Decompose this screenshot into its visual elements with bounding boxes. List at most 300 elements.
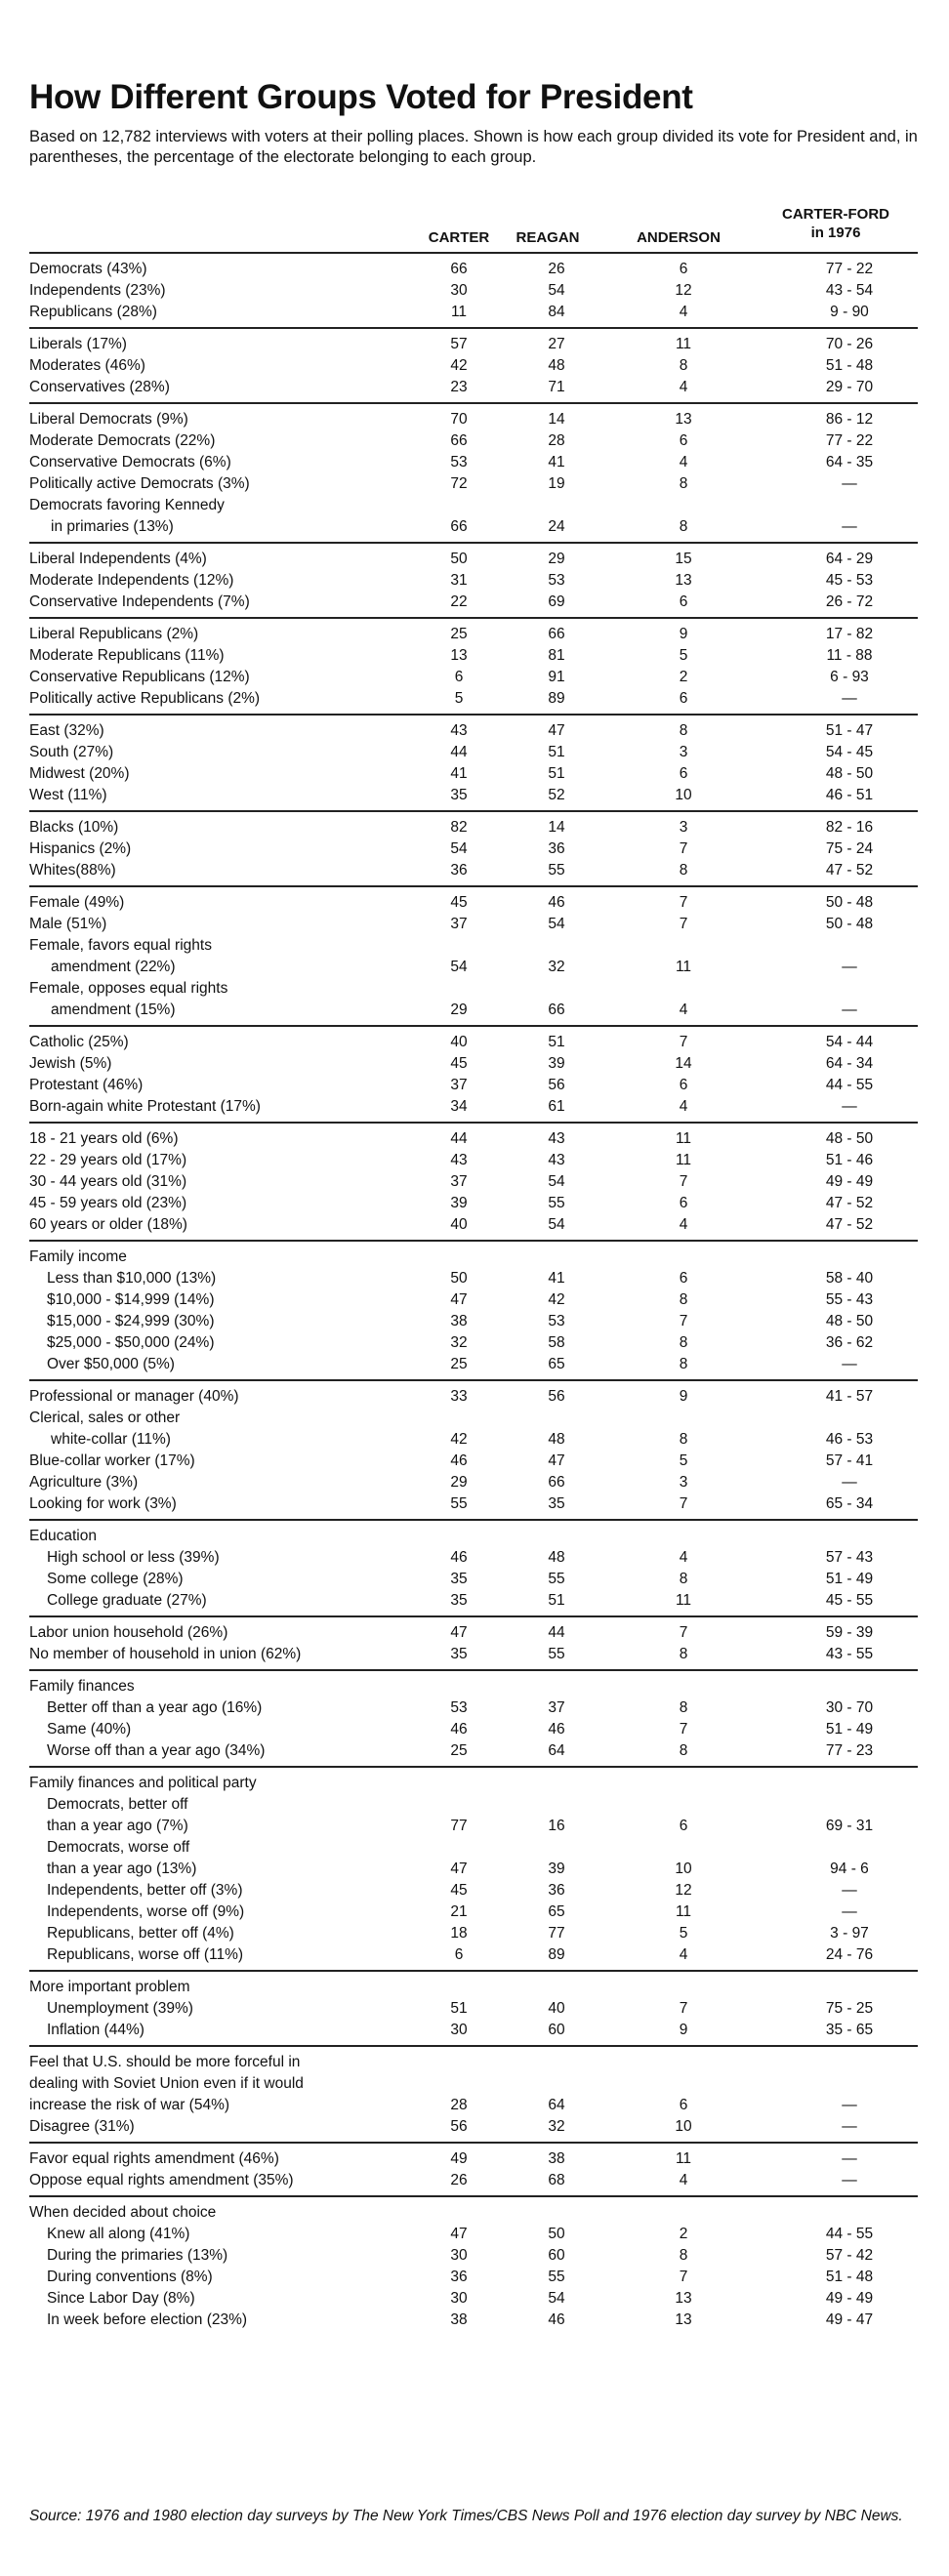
cell-reagan: 24 <box>548 518 565 535</box>
row-label-line: Favor equal rights amendment (46%) <box>29 2150 279 2167</box>
row-label <box>29 1354 420 1375</box>
table-row <box>29 1214 918 1236</box>
row-label <box>29 495 420 538</box>
cell-carter: 42 <box>450 357 468 374</box>
cell-reagan: 39 <box>548 1055 565 1072</box>
table-row <box>29 624 918 645</box>
table-row <box>29 1193 918 1214</box>
cell-carter: 25 <box>450 626 468 642</box>
row-label-line: Unemployment (39%) <box>47 2000 193 2017</box>
cell-carter: 30 <box>450 2247 468 2264</box>
cell-carter: 28 <box>450 2097 468 2113</box>
cell-reagan: 54 <box>548 1173 565 1190</box>
cell-reagan: 66 <box>548 626 565 642</box>
row-label <box>29 430 420 452</box>
cell-carter: 47 <box>450 1860 468 1877</box>
cell-reagan: 19 <box>548 475 565 492</box>
cell-anderson: 5 <box>679 1452 688 1469</box>
cell-carter-ford-1976: — <box>842 959 857 975</box>
cell-reagan: 60 <box>548 2022 565 2038</box>
cell-anderson: 7 <box>679 1624 688 1641</box>
cell-anderson: 7 <box>679 916 688 932</box>
row-label <box>29 2020 420 2041</box>
group-header: Family income <box>29 1248 127 1265</box>
cell-carter-ford-1976: 48 - 50 <box>825 765 874 782</box>
row-label-line: Male (51%) <box>29 916 107 932</box>
table-row <box>29 763 918 785</box>
cell-carter: 21 <box>450 1903 468 1920</box>
cell-carter: 77 <box>450 1818 468 1834</box>
table-row <box>29 302 918 323</box>
table-row <box>29 1075 918 1096</box>
row-label-line: During conventions (8%) <box>47 2269 213 2285</box>
cell-reagan: 60 <box>548 2247 565 2264</box>
cell-anderson: 11 <box>675 2150 692 2167</box>
cell-carter: 5 <box>454 690 464 707</box>
table-row <box>29 1493 918 1515</box>
table-row <box>29 688 918 710</box>
row-label-line: $10,000 - $14,999 (14%) <box>47 1291 215 1308</box>
row-label-line: East (32%) <box>29 722 104 739</box>
cell-anderson: 2 <box>679 669 688 685</box>
cell-carter-ford-1976: 41 - 57 <box>825 1388 874 1405</box>
row-label <box>29 2052 420 2116</box>
table-group <box>29 1122 918 1240</box>
cell-anderson: 6 <box>679 1270 688 1287</box>
table-row <box>29 495 918 538</box>
table-group <box>29 2195 918 2335</box>
row-label-line: Worse off than a year ago (34%) <box>47 1742 266 1759</box>
cell-carter-ford-1976: 51 - 49 <box>825 1721 874 1738</box>
cell-carter: 47 <box>450 2226 468 2242</box>
row-label-line: Same (40%) <box>47 1721 132 1738</box>
row-label-line: Independents, better off (3%) <box>47 1882 243 1899</box>
cell-reagan: 51 <box>548 765 565 782</box>
table-row <box>29 2288 918 2310</box>
cell-carter: 30 <box>450 282 468 299</box>
cell-reagan: 65 <box>548 1903 565 1920</box>
cell-anderson: 4 <box>679 1946 688 1963</box>
cell-anderson: 12 <box>675 1882 692 1899</box>
table-row <box>29 280 918 302</box>
cell-carter-ford-1976: 86 - 12 <box>825 411 874 428</box>
table-group <box>29 2142 918 2195</box>
row-label <box>29 935 420 978</box>
cell-carter-ford-1976: 44 - 55 <box>825 2226 874 2242</box>
row-label-line: Liberal Republicans (2%) <box>29 626 199 642</box>
cell-anderson: 8 <box>679 722 688 739</box>
cell-reagan: 32 <box>548 2118 565 2135</box>
table-row <box>29 785 918 806</box>
table-row <box>29 1451 918 1472</box>
table-row <box>29 720 918 742</box>
cell-carter: 82 <box>450 819 468 836</box>
cell-carter: 45 <box>450 1055 468 1072</box>
table-group <box>29 542 918 617</box>
row-label-line: Protestant (46%) <box>29 1077 144 1093</box>
cell-reagan: 39 <box>548 1860 565 1877</box>
table-row <box>29 1128 918 1150</box>
row-label-line: Agriculture (3%) <box>29 1474 139 1491</box>
cell-anderson: 13 <box>675 2311 692 2328</box>
cell-carter: 40 <box>450 1034 468 1050</box>
cell-carter-ford-1976: 64 - 29 <box>825 551 874 567</box>
row-label <box>29 2116 420 2138</box>
cell-anderson: 12 <box>675 282 692 299</box>
row-label <box>29 1697 420 1719</box>
cell-anderson: 10 <box>675 1860 692 1877</box>
table-row <box>29 452 918 473</box>
cell-carter: 35 <box>450 1646 468 1662</box>
row-label-line: No member of household in union (62%) <box>29 1646 302 1662</box>
cell-anderson: 13 <box>675 2290 692 2307</box>
cell-reagan: 16 <box>548 1818 565 1834</box>
cell-reagan: 71 <box>548 379 565 395</box>
row-label-line: Oppose equal rights amendment (35%) <box>29 2172 294 2188</box>
cell-carter: 45 <box>450 894 468 911</box>
group-header: Education <box>29 1528 97 1544</box>
table-row <box>29 1880 918 1901</box>
cell-carter-ford-1976: 45 - 53 <box>825 572 874 589</box>
cell-anderson: 4 <box>679 1098 688 1115</box>
cell-reagan: 89 <box>548 690 565 707</box>
cell-reagan: 41 <box>548 1270 565 1287</box>
cell-anderson: 13 <box>675 572 692 589</box>
cell-reagan: 65 <box>548 1356 565 1372</box>
cell-anderson: 8 <box>679 862 688 879</box>
row-label-line: Clerical, sales or other <box>29 1410 181 1426</box>
cell-carter-ford-1976: 48 - 50 <box>825 1130 874 1147</box>
cell-carter-ford-1976: 43 - 54 <box>825 282 874 299</box>
cell-carter: 6 <box>454 1946 464 1963</box>
row-label <box>29 570 420 592</box>
row-label-line: Moderate Independents (12%) <box>29 572 234 589</box>
cell-carter-ford-1976: 46 - 51 <box>825 787 874 803</box>
cell-carter-ford-1976: 45 - 55 <box>825 1592 874 1609</box>
cell-reagan: 52 <box>548 787 565 803</box>
row-label-line: Moderate Democrats (22%) <box>29 432 216 449</box>
cell-reagan: 64 <box>548 1742 565 1759</box>
row-label-line: Inflation (44%) <box>47 2022 144 2038</box>
row-label-line: Born-again white Protestant (17%) <box>29 1098 261 1115</box>
cell-reagan: 53 <box>548 572 565 589</box>
cell-reagan: 47 <box>548 722 565 739</box>
cell-carter-ford-1976: 57 - 41 <box>825 1452 874 1469</box>
row-label-line: amendment (15%) <box>51 1002 176 1018</box>
cell-anderson: 10 <box>675 2118 692 2135</box>
row-label <box>29 549 420 570</box>
cell-anderson: 6 <box>679 2097 688 2113</box>
cell-carter: 43 <box>450 722 468 739</box>
row-label-line: Conservatives (28%) <box>29 379 170 395</box>
table-row <box>29 377 918 398</box>
cell-carter-ford-1976: 49 - 47 <box>825 2311 874 2328</box>
cell-anderson: 11 <box>675 1130 692 1147</box>
cell-carter: 6 <box>454 669 464 685</box>
row-label <box>29 1901 420 1923</box>
cell-anderson: 8 <box>679 1431 688 1448</box>
row-label <box>29 1386 420 1408</box>
cell-carter-ford-1976: 75 - 25 <box>825 2000 874 2017</box>
row-label <box>29 1622 420 1644</box>
row-label <box>29 409 420 430</box>
cell-anderson: 9 <box>679 626 688 642</box>
cell-reagan: 69 <box>548 593 565 610</box>
cell-carter: 41 <box>450 765 468 782</box>
cell-carter-ford-1976: 44 - 55 <box>825 1077 874 1093</box>
table-row <box>29 1053 918 1075</box>
row-label <box>29 1053 420 1075</box>
row-label-line: Conservative Republicans (12%) <box>29 669 250 685</box>
row-label <box>29 763 420 785</box>
cell-carter-ford-1976: 24 - 76 <box>825 1946 874 1963</box>
row-label-line: white-collar (11%) <box>51 1431 171 1448</box>
row-label-line: Liberal Independents (4%) <box>29 551 207 567</box>
table-row <box>29 892 918 914</box>
cell-carter-ford-1976: 29 - 70 <box>825 379 874 395</box>
row-label-line: Some college (28%) <box>47 1571 184 1587</box>
row-label-line: Blue-collar worker (17%) <box>29 1452 195 1469</box>
column-header-carter: CARTER <box>428 229 490 246</box>
table-row <box>29 1644 918 1665</box>
cell-anderson: 14 <box>675 1055 692 1072</box>
table-group <box>29 714 918 810</box>
cell-carter: 36 <box>450 862 468 879</box>
cell-anderson: 6 <box>679 1077 688 1093</box>
cell-reagan: 54 <box>548 282 565 299</box>
cell-reagan: 66 <box>548 1002 565 1018</box>
row-label-line: Conservative Democrats (6%) <box>29 454 231 470</box>
cell-reagan: 35 <box>548 1495 565 1512</box>
row-label <box>29 2245 420 2267</box>
cell-carter-ford-1976: 58 - 40 <box>825 1270 874 1287</box>
table-group <box>29 810 918 885</box>
table-group <box>29 252 918 327</box>
row-label-line: Catholic (25%) <box>29 1034 129 1050</box>
results-table <box>29 252 918 2335</box>
row-label-line: Blacks (10%) <box>29 819 119 836</box>
cell-carter-ford-1976: 17 - 82 <box>825 626 874 642</box>
row-label-line: Female, favors equal rights <box>29 937 212 954</box>
row-label-line: in primaries (13%) <box>51 518 174 535</box>
table-row <box>29 1998 918 2020</box>
cell-carter: 50 <box>450 551 468 567</box>
table-row <box>29 355 918 377</box>
cell-anderson: 7 <box>679 1034 688 1050</box>
row-label <box>29 1794 420 1837</box>
table-group <box>29 885 918 1025</box>
cell-reagan: 36 <box>548 1882 565 1899</box>
row-label <box>29 1493 420 1515</box>
row-label-line: Female (49%) <box>29 894 125 911</box>
row-label <box>29 624 420 645</box>
table-row <box>29 1289 918 1311</box>
cell-reagan: 14 <box>548 819 565 836</box>
row-label <box>29 860 420 881</box>
cell-carter: 40 <box>450 1216 468 1233</box>
row-label-line: Politically active Republicans (2%) <box>29 690 261 707</box>
cell-anderson: 11 <box>675 959 692 975</box>
table-row <box>29 1096 918 1118</box>
table-row <box>29 2052 918 2116</box>
row-label-line: Feel that U.S. should be more forceful in <box>29 2054 301 2070</box>
row-label-line: Independents (23%) <box>29 282 166 299</box>
table-row <box>29 2020 918 2041</box>
row-label <box>29 452 420 473</box>
row-label <box>29 1923 420 1944</box>
group-header: Family finances and political party <box>29 1775 257 1791</box>
column-header-carter-ford-line2: in 1976 <box>810 225 861 241</box>
row-label-line: Jewish (5%) <box>29 1055 112 1072</box>
cell-carter: 37 <box>450 1173 468 1190</box>
row-label <box>29 1719 420 1740</box>
cell-carter-ford-1976: 48 - 50 <box>825 1313 874 1329</box>
cell-carter: 35 <box>450 1592 468 1609</box>
cell-carter: 32 <box>450 1334 468 1351</box>
cell-carter-ford-1976: — <box>842 1002 857 1018</box>
cell-carter-ford-1976: — <box>842 2097 857 2113</box>
cell-carter-ford-1976: 43 - 55 <box>825 1646 874 1662</box>
row-label <box>29 817 420 838</box>
row-label <box>29 1289 420 1311</box>
cell-anderson: 7 <box>679 1495 688 1512</box>
row-label <box>29 1214 420 1236</box>
row-label-line: Professional or manager (40%) <box>29 1388 239 1405</box>
cell-reagan: 50 <box>548 2226 565 2242</box>
table-row <box>29 2310 918 2331</box>
cell-carter: 37 <box>450 1077 468 1093</box>
row-label <box>29 1547 420 1569</box>
row-label <box>29 280 420 302</box>
table-group <box>29 1240 918 1379</box>
cell-anderson: 8 <box>679 357 688 374</box>
cell-anderson: 2 <box>679 2226 688 2242</box>
row-label-line: $15,000 - $24,999 (30%) <box>47 1313 215 1329</box>
cell-reagan: 47 <box>548 1452 565 1469</box>
cell-reagan: 56 <box>548 1388 565 1405</box>
cell-carter: 45 <box>450 1882 468 1899</box>
cell-reagan: 58 <box>548 1334 565 1351</box>
row-label <box>29 720 420 742</box>
cell-reagan: 77 <box>548 1925 565 1942</box>
table-row <box>29 409 918 430</box>
cell-carter-ford-1976: — <box>842 690 857 707</box>
cell-reagan: 89 <box>548 1946 565 1963</box>
row-label-line: In week before election (23%) <box>47 2311 248 2328</box>
row-label-line: High school or less (39%) <box>47 1549 220 1566</box>
row-label <box>29 1193 420 1214</box>
row-label <box>29 2148 420 2170</box>
cell-reagan: 29 <box>548 551 565 567</box>
row-label-line: College graduate (27%) <box>47 1592 207 1609</box>
row-label <box>29 2267 420 2288</box>
cell-reagan: 55 <box>548 862 565 879</box>
cell-reagan: 51 <box>548 1592 565 1609</box>
table-group <box>29 2045 918 2142</box>
cell-reagan: 32 <box>548 959 565 975</box>
cell-carter: 55 <box>450 1495 468 1512</box>
cell-carter: 44 <box>450 1130 468 1147</box>
cell-anderson: 6 <box>679 1818 688 1834</box>
cell-carter-ford-1976: — <box>842 2118 857 2135</box>
cell-carter-ford-1976: 51 - 48 <box>825 357 874 374</box>
cell-anderson: 11 <box>675 1152 692 1168</box>
row-label-line: Disagree (31%) <box>29 2118 135 2135</box>
cell-carter-ford-1976: 49 - 49 <box>825 1173 874 1190</box>
cell-carter: 51 <box>450 2000 468 2017</box>
row-label-line: amendment (22%) <box>51 959 176 975</box>
row-label <box>29 978 420 1021</box>
row-label <box>29 1569 420 1590</box>
cell-anderson: 7 <box>679 894 688 911</box>
row-label-line: Democrats (43%) <box>29 261 147 277</box>
table-row <box>29 2224 918 2245</box>
table-row <box>29 2267 918 2288</box>
cell-carter-ford-1976: — <box>842 518 857 535</box>
table-row <box>29 935 918 978</box>
row-label <box>29 914 420 935</box>
cell-reagan: 27 <box>548 336 565 352</box>
row-label-line: $25,000 - $50,000 (24%) <box>47 1334 215 1351</box>
table-row <box>29 1923 918 1944</box>
row-label-line: than a year ago (7%) <box>47 1818 188 1834</box>
cell-carter: 39 <box>450 1195 468 1211</box>
cell-anderson: 6 <box>679 261 688 277</box>
cell-carter: 66 <box>450 261 468 277</box>
cell-carter: 31 <box>450 572 468 589</box>
cell-anderson: 11 <box>675 336 692 352</box>
cell-anderson: 5 <box>679 1925 688 1942</box>
cell-carter: 46 <box>450 1452 468 1469</box>
cell-anderson: 7 <box>679 2000 688 2017</box>
cell-reagan: 28 <box>548 432 565 449</box>
cell-carter-ford-1976: 57 - 43 <box>825 1549 874 1566</box>
cell-carter: 56 <box>450 2118 468 2135</box>
cell-reagan: 66 <box>548 1474 565 1491</box>
cell-carter-ford-1976: 47 - 52 <box>825 1195 874 1211</box>
cell-reagan: 91 <box>548 669 565 685</box>
table-row <box>29 667 918 688</box>
row-label <box>29 742 420 763</box>
table-group <box>29 1766 918 1970</box>
row-label-line: Whites(88%) <box>29 862 116 879</box>
row-label-line: increase the risk of war (54%) <box>29 2097 230 2113</box>
row-label-line: Knew all along (41%) <box>47 2226 190 2242</box>
cell-carter-ford-1976: 6 - 93 <box>830 669 869 685</box>
row-label <box>29 1880 420 1901</box>
cell-reagan: 40 <box>548 2000 565 2017</box>
table-row <box>29 1569 918 1590</box>
cell-carter: 49 <box>450 2150 468 2167</box>
row-label-line: During the primaries (13%) <box>47 2247 228 2264</box>
cell-reagan: 55 <box>548 1571 565 1587</box>
row-label <box>29 667 420 688</box>
row-label <box>29 1837 420 1880</box>
cell-reagan: 68 <box>548 2172 565 2188</box>
cell-anderson: 7 <box>679 1173 688 1190</box>
table-row <box>29 430 918 452</box>
cell-reagan: 51 <box>548 1034 565 1050</box>
row-label-line: Democrats, worse off <box>47 1839 190 1856</box>
row-label-line: Republicans, worse off (11%) <box>47 1946 244 1963</box>
cell-anderson: 8 <box>679 1291 688 1308</box>
cell-carter-ford-1976: 46 - 53 <box>825 1431 874 1448</box>
row-label <box>29 1171 420 1193</box>
cell-carter: 30 <box>450 2022 468 2038</box>
table-group <box>29 1379 918 1519</box>
cell-carter-ford-1976: 50 - 48 <box>825 894 874 911</box>
row-label <box>29 1408 420 1451</box>
